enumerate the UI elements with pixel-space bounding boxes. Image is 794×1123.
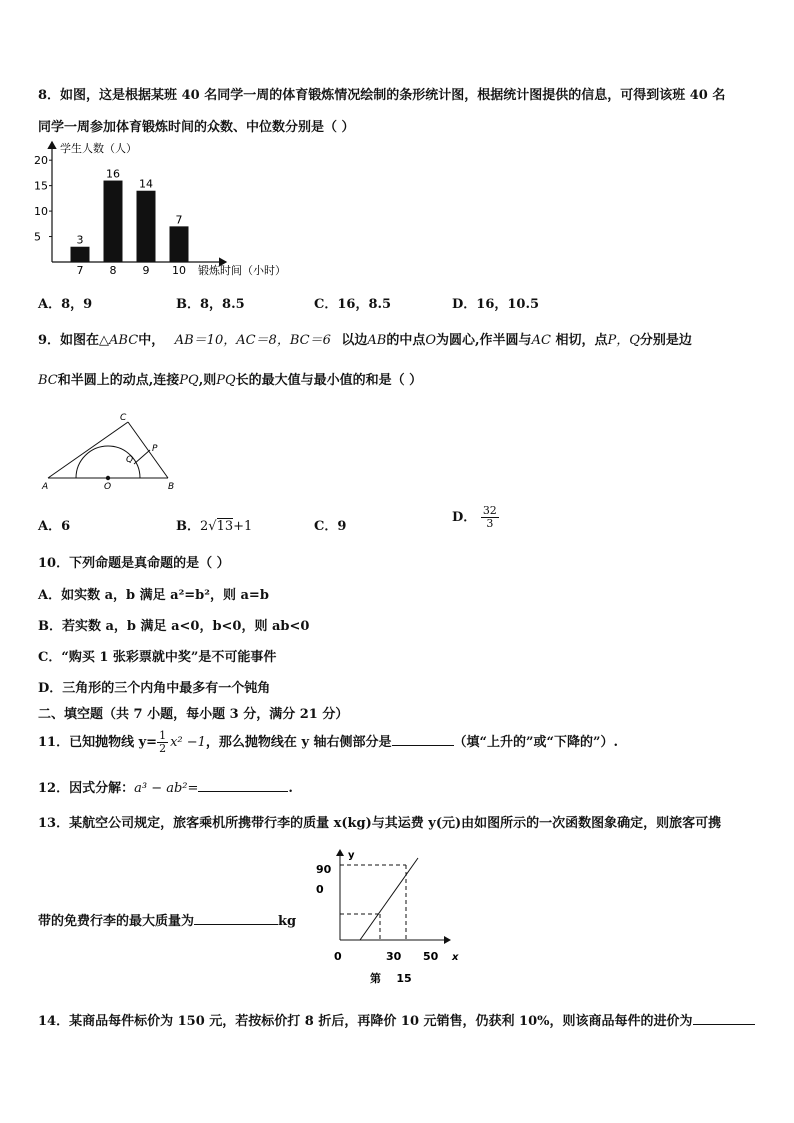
bar-9 <box>137 191 156 262</box>
y-tick-label: 20 <box>34 154 48 168</box>
q8-stem-line2: 同学一周参加体育锻炼时间的众数、中位数分别是（ ） <box>38 120 355 135</box>
bar-value-label: 7 <box>175 213 183 227</box>
x-tick-label: 10 <box>172 264 186 277</box>
svg-text:50: 50 <box>423 950 439 963</box>
label-c: C <box>120 413 127 423</box>
svg-text:30: 30 <box>386 950 402 963</box>
label-a: A <box>42 482 49 492</box>
label-o: O <box>104 482 112 492</box>
q13-stem-line2: 带的免费行李的最大质量为 kg <box>38 914 297 929</box>
q10-option-a: A．如实数 a，b 满足 a²=b²，则 a=b <box>38 588 269 603</box>
q9-option-d: D． $\frac{32}{3}$ <box>452 504 497 530</box>
q14-answer-blank[interactable] <box>693 1012 755 1025</box>
q9-option-b: B．2√13+1 <box>176 519 253 534</box>
q10-stem: 10．下列命题是真命题的是（ ） <box>38 556 230 571</box>
q9-stem-line2: BC和半圆上的动点,连接PQ,则PQ长的最大值与最小值的和是（ ） <box>38 373 423 388</box>
svg-text:y: y <box>348 850 355 861</box>
label-b: B <box>168 482 175 492</box>
y-tick-label: 5 <box>34 230 41 244</box>
svg-text:0: 0 <box>334 950 342 963</box>
q9-option-a: A．6 <box>38 519 71 534</box>
bar-8 <box>104 181 123 262</box>
q14-stem: 14．某商品每件标价为 150 元，若按标价打 8 折后，再降价 10 元销售，仍获利 10%，则该商品每件的进价为 <box>38 1010 755 1029</box>
q13-linear-graph <box>310 844 470 989</box>
q9-stem-line1: 9．如图在△ABC中， AB＝10，AC＝8，BC＝6 以边AB的中点O为圆心,作半圆与AC 相切，点P，Q分别是边 <box>38 333 692 348</box>
y-axis-title: 学生人数（人） <box>60 142 137 155</box>
bar-value-label: 16 <box>106 167 120 181</box>
q8-option-b: B．8，8.5 <box>176 297 245 312</box>
q13-answer-blank[interactable] <box>194 912 278 925</box>
x-axis-title: 锻炼时间（小时） <box>198 264 286 277</box>
bar-chart <box>30 138 320 282</box>
q8-option-c: C．16，8.5 <box>314 297 392 312</box>
section-2-heading: 二、填空题（共 7 小题，每小题 3 分，满分 21 分） <box>38 707 349 722</box>
label-p: P <box>152 444 158 454</box>
svg-text:x: x <box>452 952 459 963</box>
q10-option-b: B．若实数 a，b 满足 a<0，b<0，则 ab<0 <box>38 619 310 634</box>
x-tick-label: 9 <box>142 264 150 277</box>
q10-option-c: C．“购买 1 张彩票就中奖”是不可能事件 <box>38 650 277 665</box>
q8-option-d: D．16，10.5 <box>452 297 540 312</box>
y-tick-label: 10 <box>34 205 48 219</box>
q12-stem: 12．因式分解：a³ − ab²= . <box>38 781 293 796</box>
q8-option-a: A．8，9 <box>38 297 93 312</box>
x-tick-label: 8 <box>109 264 117 277</box>
y-tick-label: 15 <box>34 179 48 193</box>
q10-option-d: D．三角形的三个内角中最多有一个钝角 <box>38 681 271 696</box>
q11-stem: 11．已知抛物线 y= $\frac{1}{2}$ x² −1，那么抛物线在 y 轴右侧部分是 （填“上升的”或“下降的”）. <box>38 729 618 755</box>
svg-text:90: 90 <box>316 863 332 876</box>
q12-answer-blank[interactable] <box>198 779 288 792</box>
x-tick-label: 7 <box>76 264 84 277</box>
q8-stem-line1: 8．如图，这是根据某班 40 名同学一周的体育锻炼情况绘制的条形统计图，根据统计图提供的信息，可得到该班 40 名 <box>38 88 726 103</box>
bar-10 <box>170 226 189 262</box>
svg-text:第 15: 第 15 <box>370 972 412 985</box>
q9-triangle-figure <box>36 410 186 492</box>
q13-stem-line1: 13．某航空公司规定，旅客乘机所携带行李的质量 x(kg)与其运费 y(元)由如图所示的一次函数图象确定，则旅客可携 <box>38 816 722 831</box>
bar-value-label: 3 <box>76 233 84 247</box>
svg-text:0: 0 <box>316 883 324 896</box>
bar-7 <box>71 247 90 262</box>
q11-answer-blank[interactable] <box>392 733 454 746</box>
q9-option-c: C．9 <box>314 519 347 534</box>
label-q: Q <box>126 455 134 465</box>
bar-value-label: 14 <box>139 177 153 191</box>
